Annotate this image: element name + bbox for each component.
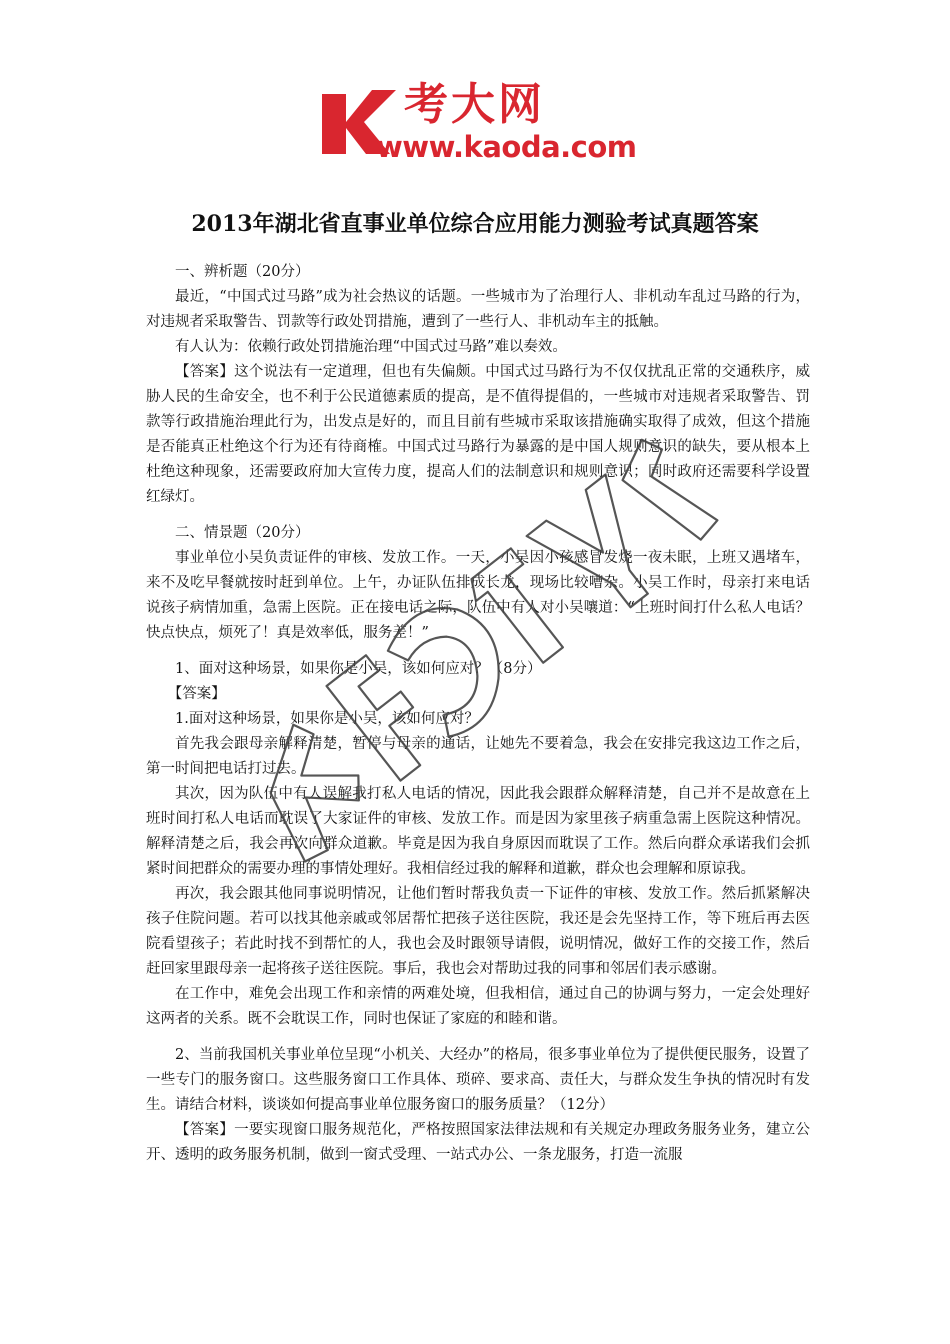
paragraph: 最近，“中国式过马路”成为社会热议的话题。一些城市为了治理行人、非机动车乱过马路的行为，对违规者采取警告、罚款等行政处罚措施，遭到了一些行人、非机动车主的抵触。 — [146, 289, 810, 330]
kaoda-logo — [316, 78, 636, 168]
logo-title: 考大网 — [404, 79, 545, 130]
paragraph: 事业单位小吴负责证件的审核、发放工作。一天，小吴因小孩感冒发烧一夜未眠，上班又遇堵车，来不及吃早餐就按时赶到单位。上午，办证队伍排成长龙，现场比较嘈杂。小吴工作时，母亲打来电话说孩子病情加重，急需上医院。正在接电话之际，队伍中有人对小吴嚷道：“上班时间打什么私人电话？快点快点，烦死了！真是效率低，服务差！” — [146, 550, 810, 641]
paragraph: 其次，因为队伍中有人误解我打私人电话的情况，因此我会跟群众解释清楚，自己并不是故意在上班时间打私人电话而耽误了大家证件的审核、发放工作。而是因为家里孩子病重急需上医院这种情况。解释清楚之后，我会再次向群众道歉。毕竟是因为我自身原因而耽误了工作。然后向群众承诺我们会抓紧时间把群众的需要办理的事情处理好。我相信经过我的解释和道歉，群众也会理解和原谅我。 — [146, 786, 810, 877]
question: 1、面对这种场景，如果你是小吴，该如何应对？（8分） — [175, 661, 542, 677]
paragraph: 再次，我会跟其他同事说明情况，让他们暂时帮我负责一下证件的审核、发放工作。然后抓紧解决孩子住院问题。若可以找其他亲戚或邻居帮忙把孩子送往医院，我还是会先坚持工作，等下班后再去医院看望孩子；若此时找不到帮忙的人，我也会及时跟领导请假，说明情况，做好工作的交接工作，然后赶回家里跟母亲一起将孩子送往医院。事后，我也会对帮助过我的同事和邻居们表示感谢。 — [146, 886, 810, 977]
paragraph: 首先我会跟母亲解释清楚，暂停与母亲的通话，让她先不要着急，我会在安排完我这边工作之后，第一时间把电话打过去。 — [146, 736, 810, 777]
document-body — [146, 260, 810, 1168]
document-title: 2013年湖北省直事业单位综合应用能力测验考试真题答案 — [191, 211, 759, 237]
question: 2、当前我国机关事业单位呈现“小机关、大经办”的格局，很多事业单位为了提供便民服务，设置了一些专门的服务窗口。这些服务窗口工作具体、琐碎、要求高、责任大，与群众发生争执的情况时有发生。请结合材料，谈谈如何提高事业单位服务窗口的服务质量？（12分） — [146, 1047, 810, 1113]
paragraph: 在工作中，难免会出现工作和亲情的两难处境，但我相信，通过自己的协调与努力，一定会处理好这两者的关系。既不会耽误工作，同时也保证了家庭的和睦和谐。 — [146, 986, 810, 1027]
logo-url: www.kaoda.com — [376, 130, 637, 164]
section-heading: 二、情景题（20分） — [175, 525, 310, 541]
paragraph: 有人认为：依赖行政处罚措施治理“中国式过马路”难以奏效。 — [175, 339, 567, 355]
answer-paragraph: 【答案】这个说法有一定道理，但也有失偏颇。中国式过马路行为不仅仅扰乱正常的交通秩序，威胁人民的生命安全，也不利于公民道德素质的提高，是不值得提倡的，一些城市对违规者采取警告、罚款等行政措施治理此行为，出发点是好的，而且目前有些城市采取该措施确实取得了成效，但这个措施是否能真正杜绝这个行为还有待商榷。中国式过马路行为暴露的是中国人规则意识的缺失，要从根本上杜绝这种现象，还需要政府加大宣传力度，提高人们的法制意识和规则意识；同时政府还需要科学设置红绿灯。 — [146, 364, 810, 505]
answer-label: 【答案】 — [167, 686, 226, 702]
paragraph: 1.面对这种场景，如果你是小吴，该如何应对？ — [175, 711, 479, 727]
section-heading: 一、辨析题（20分） — [175, 264, 310, 280]
answer-paragraph: 【答案】一要实现窗口服务规范化，严格按照国家法律法规和有关规定办理政务服务业务，建立公开、透明的政务服务机制，做到一窗式受理、一站式办公、一条龙服务，打造一流服 — [146, 1122, 810, 1163]
